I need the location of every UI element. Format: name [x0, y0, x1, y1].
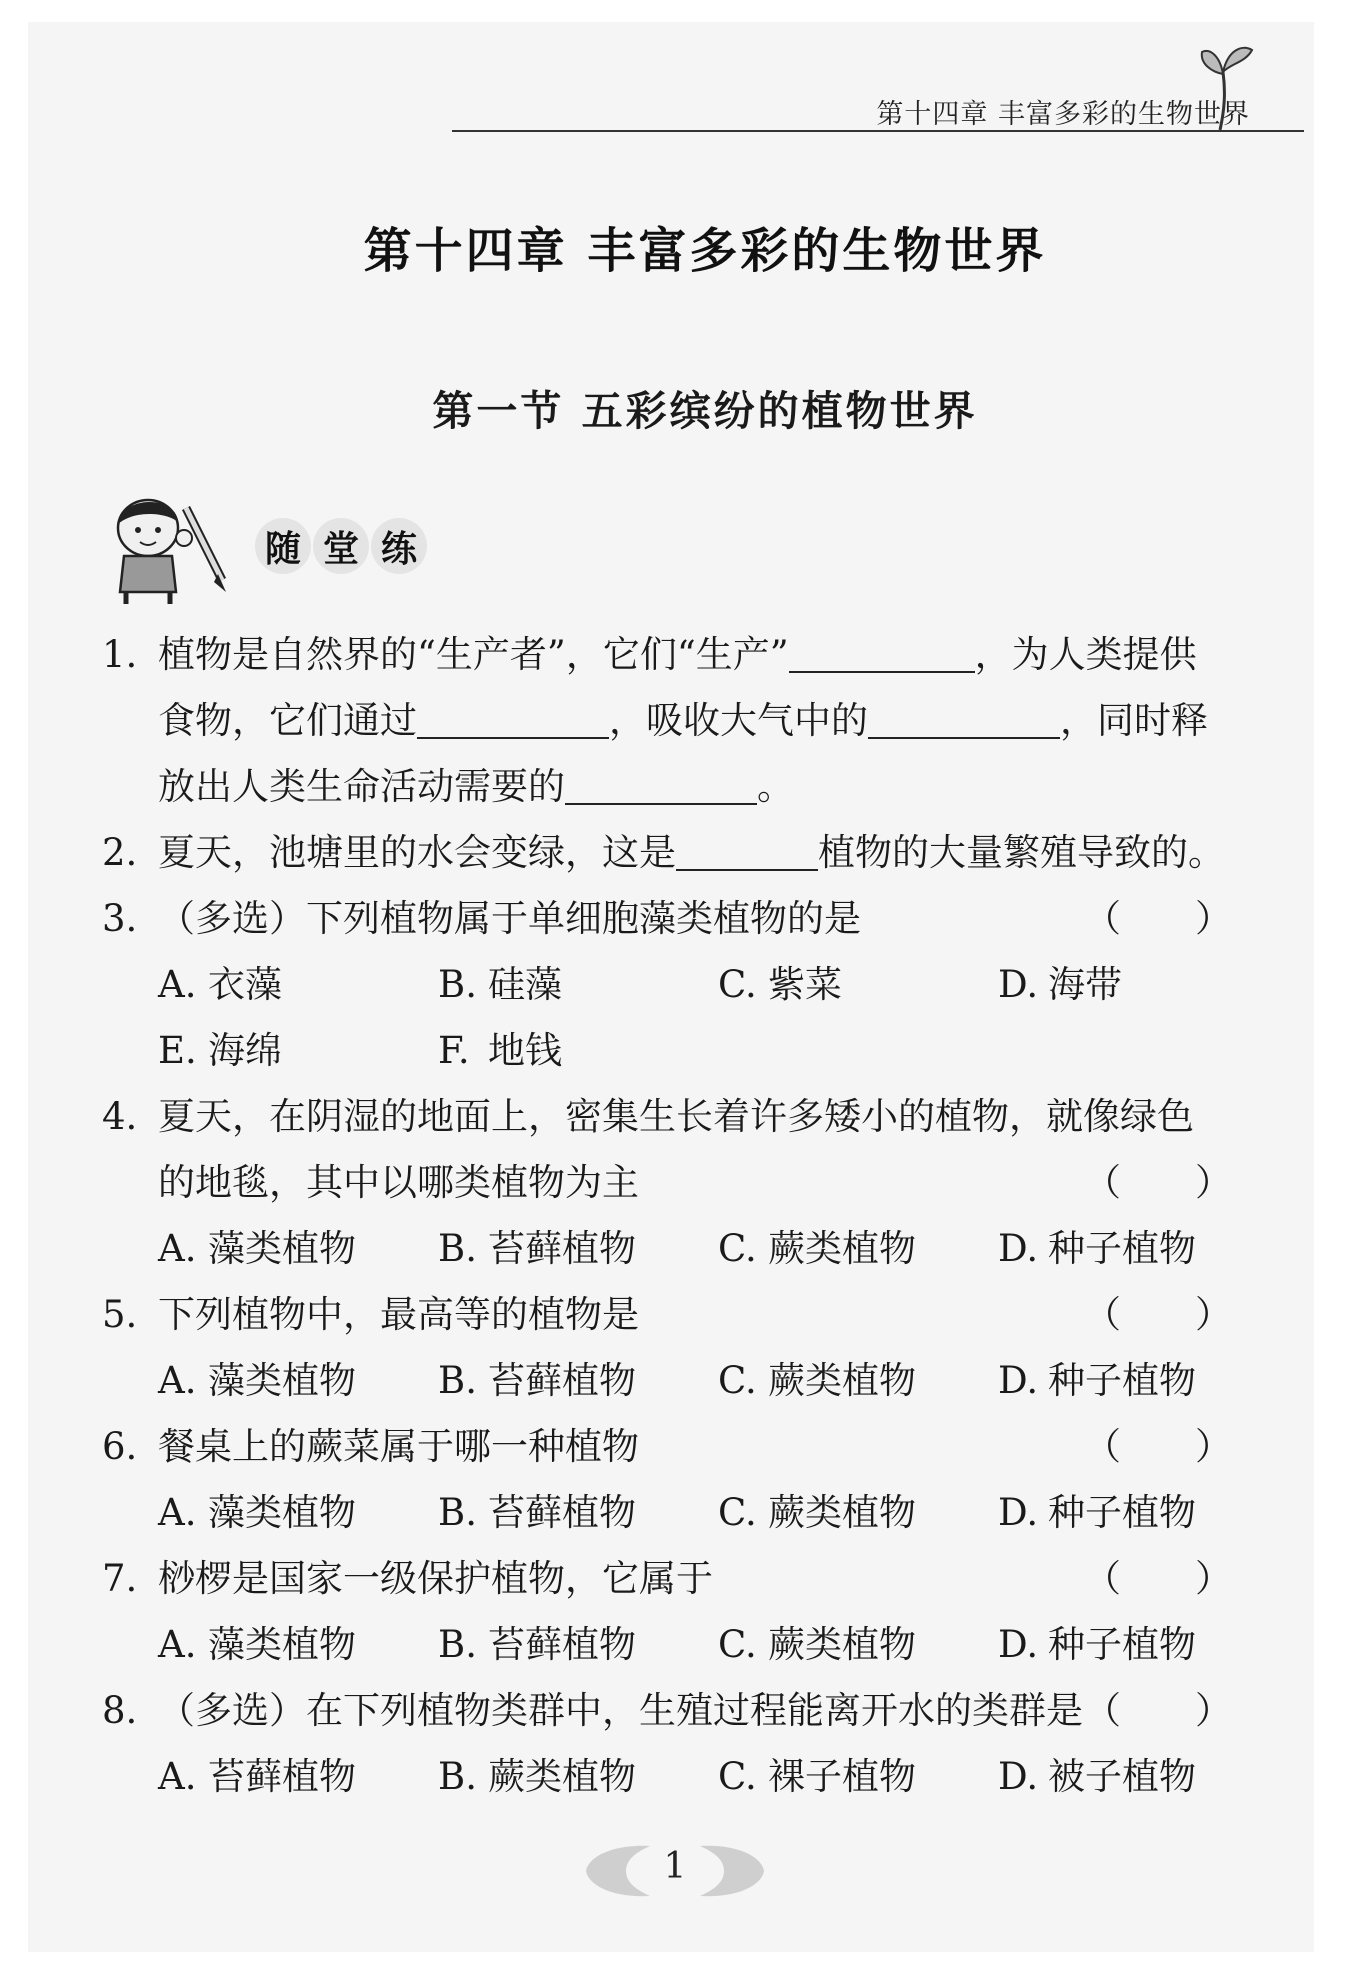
section-title: 第一节 五彩缤纷的植物世界 [432, 387, 978, 435]
question-text: 。 [757, 765, 794, 808]
question-2 [102, 820, 1252, 886]
question-text: （多选）在下列植物类群中，生殖过程能离开水的类群是 [158, 1689, 1083, 1732]
question-text: 夏天，在阴湿的地面上，密集生长着许多矮小的植物，就像绿色 [158, 1095, 1194, 1138]
answer-blank[interactable] [676, 829, 818, 871]
question-1 [102, 622, 1252, 688]
option-d[interactable]: D. 海带 [998, 963, 1122, 1006]
question-number: 4. [102, 1095, 138, 1138]
option-c[interactable]: C. 蕨类植物 [718, 1359, 916, 1402]
answer-blank[interactable] [565, 763, 757, 805]
option-b[interactable]: B. 硅藻 [438, 963, 562, 1006]
option-a[interactable]: A. 藻类植物 [158, 1359, 356, 1402]
option-a[interactable]: A. 藻类植物 [158, 1623, 356, 1666]
option-c[interactable]: C. 蕨类植物 [718, 1491, 916, 1534]
question-text: 植物的大量繁殖导致的。 [818, 831, 1225, 874]
running-header-title: 第十四章 丰富多彩的生物世界 [876, 99, 1250, 130]
practice-badges [255, 518, 427, 574]
option-a[interactable]: A. 藻类植物 [158, 1491, 356, 1534]
option-d[interactable]: D. 种子植物 [998, 1227, 1196, 1270]
question-list [102, 622, 1252, 1810]
question-6 [102, 1414, 1252, 1480]
answer-parentheses[interactable]: （ ） [1084, 1161, 1232, 1204]
question-text: 夏天，池塘里的水会变绿，这是 [158, 831, 676, 874]
answer-blank[interactable] [417, 697, 609, 739]
option-c[interactable]: C. 蕨类植物 [718, 1623, 916, 1666]
answer-parentheses[interactable]: （ ） [1084, 1425, 1232, 1468]
question-text: 放出人类生命活动需要的 [158, 765, 565, 808]
option-a[interactable]: A. 衣藻 [158, 963, 282, 1006]
options-row [102, 1612, 1252, 1678]
practice-badge: 练 [371, 518, 427, 574]
answer-parentheses[interactable]: （ ） [1084, 1293, 1232, 1336]
options-row [102, 1216, 1252, 1282]
options-row [102, 1480, 1252, 1546]
question-1-line-2 [102, 688, 1252, 754]
question-text: 的地毯，其中以哪类植物为主 [158, 1161, 639, 1204]
options-row [102, 1018, 1252, 1084]
question-text: 下列植物中，最高等的植物是 [158, 1293, 639, 1336]
question-text: 桫椤是国家一级保护植物，它属于 [158, 1557, 713, 1600]
answer-blank[interactable] [868, 697, 1060, 739]
question-4 [102, 1084, 1252, 1150]
question-text: 餐桌上的蕨菜属于哪一种植物 [158, 1425, 639, 1468]
option-e[interactable]: E. 海绵 [158, 1029, 282, 1072]
question-number: 1. [102, 633, 138, 676]
option-f[interactable]: F. 地钱 [438, 1029, 562, 1072]
option-a[interactable]: A. 苔藓植物 [158, 1755, 356, 1798]
answer-blank[interactable] [789, 631, 975, 673]
option-b[interactable]: B. 苔藓植物 [438, 1359, 636, 1402]
option-b[interactable]: B. 苔藓植物 [438, 1227, 636, 1270]
question-7 [102, 1546, 1252, 1612]
question-number: 5. [102, 1293, 138, 1336]
option-b[interactable]: B. 苔藓植物 [438, 1623, 636, 1666]
question-5 [102, 1282, 1252, 1348]
chapter-title: 第十四章 丰富多彩的生物世界 [363, 223, 1047, 279]
question-text: （多选）下列植物属于单细胞藻类植物的是 [158, 897, 861, 940]
question-number: 2. [102, 831, 138, 874]
sprout-icon [1190, 42, 1260, 132]
option-d[interactable]: D. 种子植物 [998, 1491, 1196, 1534]
option-d[interactable]: D. 种子植物 [998, 1359, 1196, 1402]
option-c[interactable]: C. 裸子植物 [718, 1755, 916, 1798]
question-number: 7. [102, 1557, 138, 1600]
question-number: 6. [102, 1425, 138, 1468]
answer-parentheses[interactable]: （ ） [1084, 897, 1232, 940]
practice-badge: 堂 [313, 518, 369, 574]
options-row [102, 1744, 1252, 1810]
question-text: ，同时释 [1060, 699, 1208, 742]
answer-parentheses[interactable]: （ ） [1084, 1557, 1232, 1600]
question-8 [102, 1678, 1252, 1744]
question-text: ，吸收大气中的 [609, 699, 868, 742]
option-c[interactable]: C. 蕨类植物 [718, 1227, 916, 1270]
page-number: 1 [663, 1846, 687, 1887]
student-with-pencil-icon [100, 488, 230, 608]
answer-parentheses[interactable]: （ ） [1084, 1689, 1232, 1732]
options-row [102, 1348, 1252, 1414]
question-text: ，为人类提供 [974, 633, 1197, 676]
question-4-line-2 [102, 1150, 1252, 1216]
question-number: 8. [102, 1689, 138, 1732]
question-number: 3. [102, 897, 138, 940]
page-number-badge [580, 1840, 770, 1902]
options-row [102, 952, 1252, 1018]
option-a[interactable]: A. 藻类植物 [158, 1227, 356, 1270]
option-d[interactable]: D. 被子植物 [998, 1755, 1196, 1798]
question-text: 植物是自然界的“生产者”，它们“生产” [158, 633, 789, 676]
option-b[interactable]: B. 蕨类植物 [438, 1755, 636, 1798]
question-1-line-3 [102, 754, 1252, 820]
option-c[interactable]: C. 紫菜 [718, 963, 842, 1006]
question-text: 食物，它们通过 [158, 699, 417, 742]
option-b[interactable]: B. 苔藓植物 [438, 1491, 636, 1534]
practice-badge: 随 [255, 518, 311, 574]
question-3 [102, 886, 1252, 952]
option-d[interactable]: D. 种子植物 [998, 1623, 1196, 1666]
